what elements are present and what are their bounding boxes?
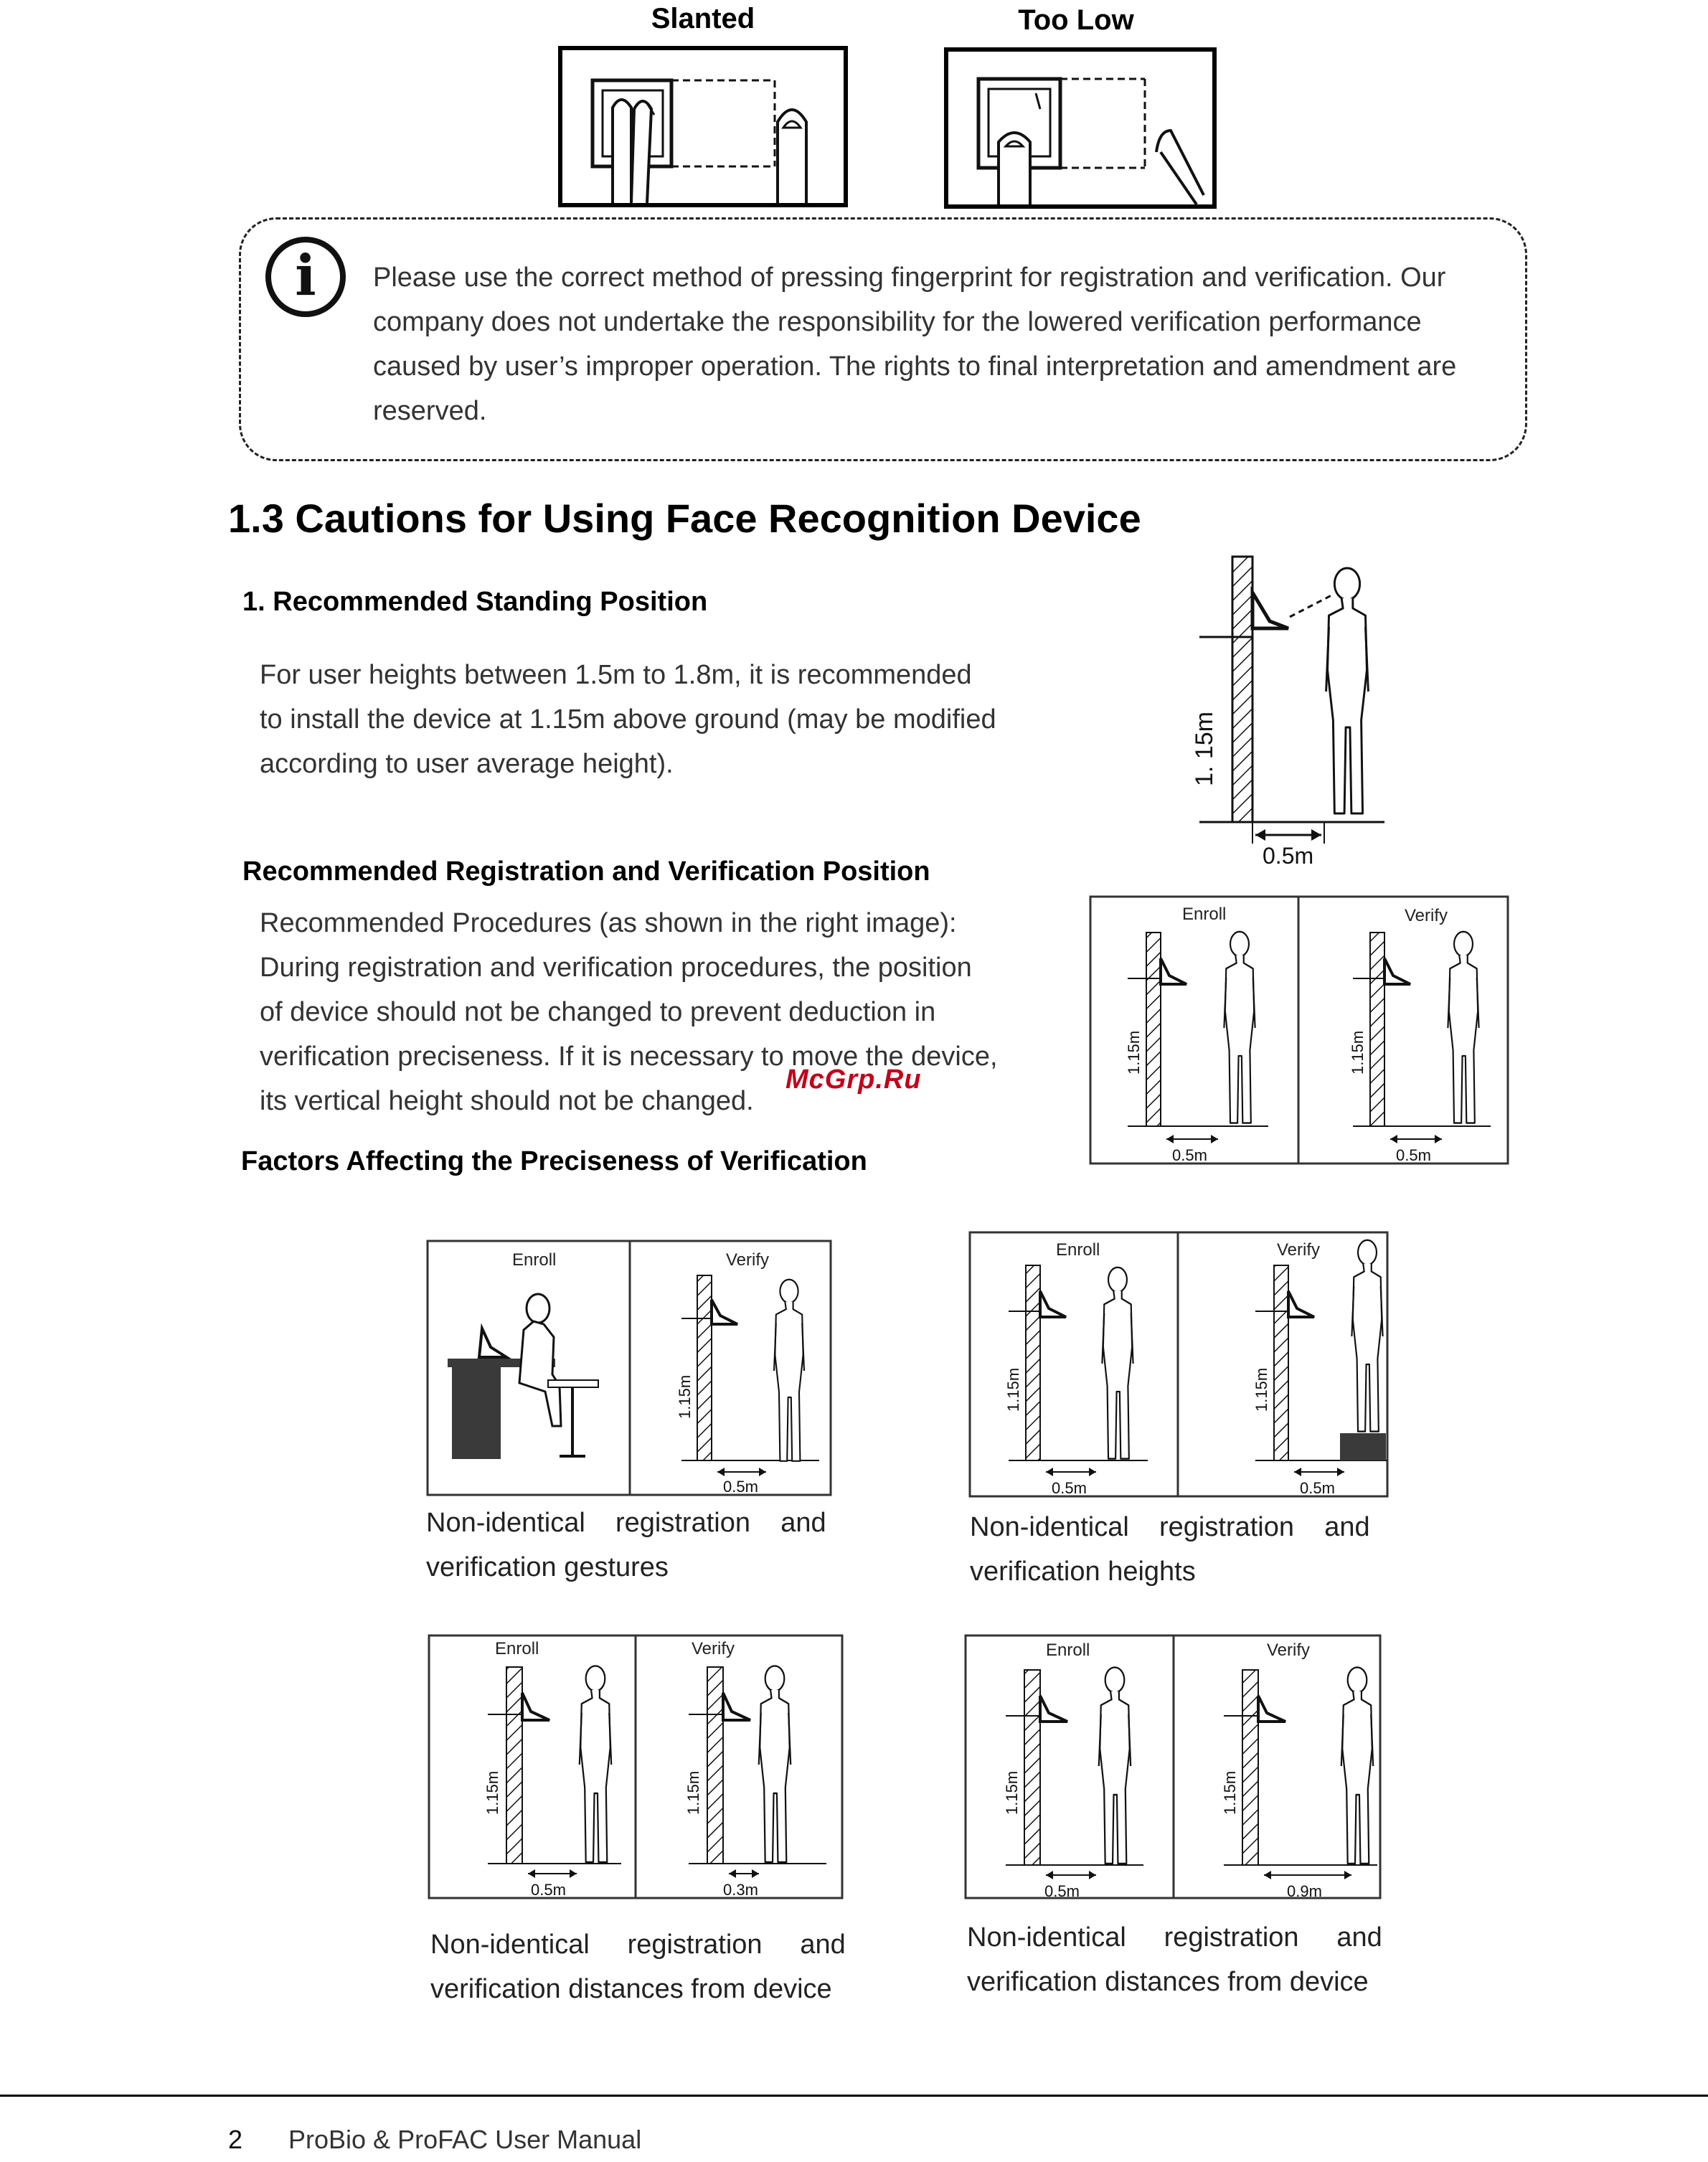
reg-enroll-label: Enroll — [1182, 905, 1227, 924]
watermark: McGrp.Ru — [785, 1065, 922, 1095]
registration-line: verification preciseness. If it is necessary to move the device, — [260, 1042, 998, 1072]
heights-enroll-distance: 0.5m — [1052, 1479, 1087, 1497]
standing-distance-label: 0.5m — [1263, 843, 1314, 869]
caption-line: verification heights — [970, 1557, 1196, 1587]
standing-heading: 1. Recommended Standing Position — [242, 587, 708, 617]
caption-line: verification distances from device — [967, 1967, 1369, 1997]
heights-caption — [970, 1505, 1370, 1594]
footer-divider — [0, 2095, 1708, 2097]
notice-line: caused by user’s improper operation. The rights to final interpretation and amendment are — [373, 351, 1457, 382]
standing-height-label: 1. 15m — [1191, 712, 1218, 786]
distances-b-enroll-distance: 0.5m — [1044, 1882, 1080, 1900]
heights-verify-height-label: 1.15m — [1252, 1367, 1270, 1412]
distances-figure-b — [964, 1634, 1382, 1899]
notice-line: company does not undertake the responsibility for the lowered verification performance — [373, 307, 1422, 337]
reg-height-label: 1.15m — [1125, 1030, 1143, 1075]
distances-b-verify-height-label: 1.15m — [1221, 1770, 1239, 1815]
slanted-figure-drawing — [562, 50, 844, 203]
factors-heading: Factors Affecting the Preciseness of Verification — [241, 1146, 867, 1176]
reg-verify-distance: 0.5m — [1396, 1146, 1431, 1164]
caption-line: verification distances from device — [430, 1974, 832, 2004]
registration-line: of device should not be changed to prevent deduction in — [260, 997, 936, 1027]
gestures-caption — [426, 1501, 825, 1590]
registration-line: Recommended Procedures (as shown in the right image): — [260, 908, 957, 938]
standing-paragraph — [260, 653, 1006, 786]
reg-enroll-distance: 0.5m — [1172, 1146, 1207, 1164]
too-low-figure-drawing — [948, 52, 1212, 204]
standing-line: according to user average height). — [260, 749, 674, 779]
standing-position-figure — [1184, 549, 1399, 879]
heights-verify-distance: 0.5m — [1300, 1479, 1335, 1497]
registration-position-figure — [1089, 895, 1509, 1165]
gestures-verify-distance: 0.5m — [723, 1478, 758, 1496]
notice-line: Please use the correct method of pressing fingerprint for registration and verification. Our — [373, 263, 1446, 293]
heights-figure — [968, 1231, 1389, 1498]
distances-b-verify-label: Verify — [1267, 1641, 1311, 1660]
distances-a-enroll-distance: 0.5m — [531, 1881, 566, 1899]
heights-verify-label: Verify — [1277, 1240, 1321, 1260]
slanted-figure — [558, 46, 848, 207]
registration-line: its vertical height should not be changed. — [260, 1086, 754, 1116]
gestures-enroll-label: Enroll — [512, 1250, 557, 1270]
section-title: 1.3 Cautions for Using Face Recognition Device — [228, 496, 1141, 541]
registration-line: During registration and verification procedures, the position — [260, 953, 972, 983]
reg-verify-height-label: 1.15m — [1349, 1030, 1367, 1075]
slanted-figure-title: Slanted — [651, 3, 755, 34]
too-low-figure — [944, 47, 1217, 209]
distances-b-height-label: 1.15m — [1003, 1770, 1021, 1815]
caption-line: Non-identical registration and — [970, 1512, 1370, 1542]
caption-line: Non-identical registration and — [426, 1508, 826, 1538]
gestures-height-label: 1.15m — [676, 1374, 694, 1419]
registration-heading: Recommended Registration and Verification Position — [242, 856, 930, 887]
heights-enroll-label: Enroll — [1056, 1240, 1100, 1260]
distances-a-verify-label: Verify — [692, 1639, 735, 1658]
page-number: 2 — [228, 2125, 243, 2154]
distances-a-verify-distance: 0.3m — [723, 1881, 758, 1899]
gestures-figure — [426, 1240, 832, 1496]
distances-b-enroll-label: Enroll — [1046, 1641, 1090, 1660]
heights-height-label: 1.15m — [1004, 1367, 1022, 1412]
standing-line: to install the device at 1.15m above ground (may be modified — [260, 704, 996, 735]
footer-title: ProBio & ProFAC User Manual — [288, 2125, 642, 2154]
distances-a-height-label: 1.15m — [483, 1770, 501, 1815]
too-low-figure-title: Too Low — [1018, 4, 1134, 36]
distances-figure-a — [428, 1634, 844, 1899]
distances-b-verify-distance: 0.9m — [1287, 1882, 1322, 1900]
caption-line: verification gestures — [426, 1552, 669, 1582]
distances-a-enroll-label: Enroll — [495, 1639, 539, 1658]
info-icon: i — [265, 237, 346, 317]
notice-line: reserved. — [373, 396, 487, 426]
distances-a-verify-height-label: 1.15m — [684, 1770, 702, 1815]
distances-b-caption — [967, 1915, 1393, 2004]
standing-line: For user heights between 1.5m to 1.8m, it is recommended — [260, 660, 972, 690]
gestures-verify-label: Verify — [726, 1250, 770, 1270]
caption-line: Non-identical registration and — [967, 1922, 1382, 1953]
caption-line: Non-identical registration and — [430, 1930, 846, 1960]
distances-a-caption — [430, 1922, 854, 2011]
notice-text — [373, 255, 1514, 433]
reg-verify-label: Verify — [1405, 906, 1448, 925]
